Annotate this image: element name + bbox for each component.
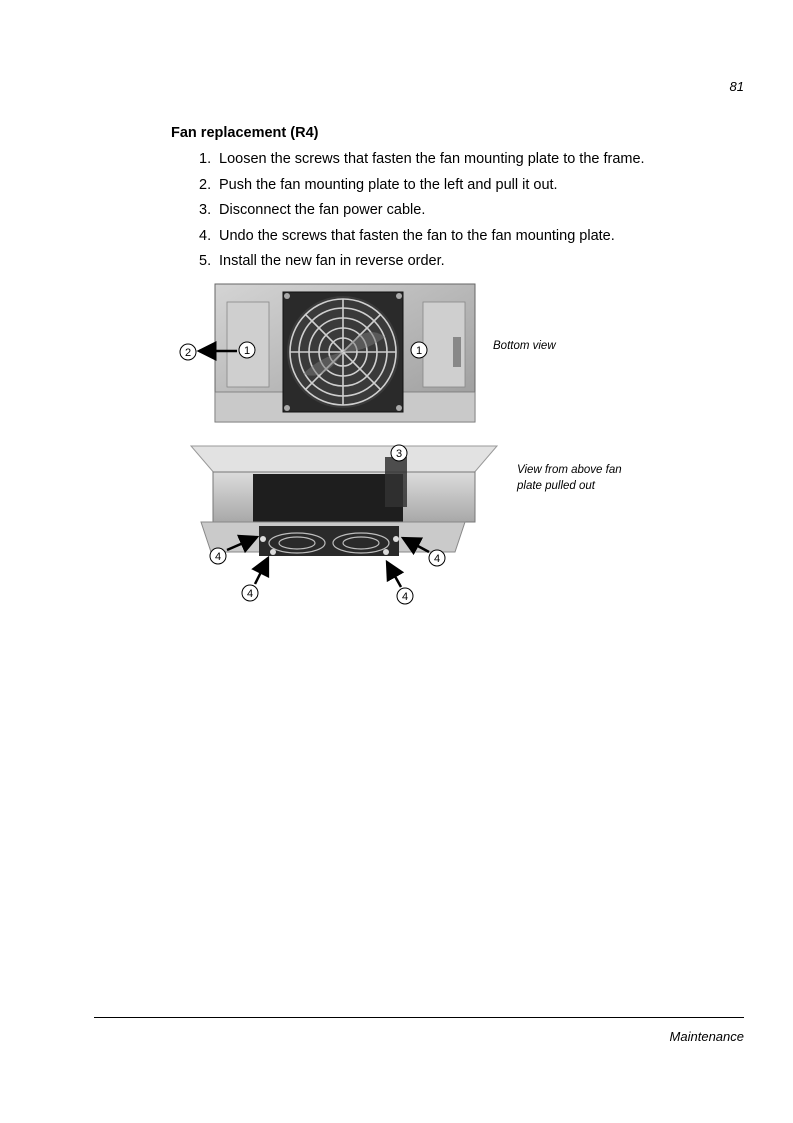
fan-replacement-figure <box>175 282 645 612</box>
callout-4-lower-left <box>242 585 258 601</box>
caption-view-above: View from above fan plate pulled out <box>517 464 622 492</box>
svg-text:2: 2 <box>184 347 192 359</box>
callout-4-upper-right <box>429 550 445 566</box>
page-number: 81 <box>729 79 744 94</box>
svg-text:1: 1 <box>415 345 423 357</box>
list-item <box>199 201 645 227</box>
step-text: Install the new fan in reverse order. <box>219 253 445 269</box>
list-item <box>199 227 645 253</box>
section-title: Fan replacement (R4) <box>171 125 319 141</box>
step-number: 2. <box>199 176 212 193</box>
step-number: 4. <box>199 227 212 244</box>
step-text: Undo the screws that fasten the fan to the fan mounting plate. <box>219 227 615 244</box>
arrow-4-lower-right <box>387 562 401 587</box>
list-item <box>199 176 645 202</box>
svg-text:4: 4 <box>401 591 409 603</box>
svg-text:4: 4 <box>214 551 222 563</box>
view-above-photo <box>191 446 497 556</box>
svg-text:1: 1 <box>243 345 251 357</box>
svg-text:4: 4 <box>433 553 441 565</box>
callout-4-lower-right <box>397 588 413 604</box>
callout-4-upper-left <box>210 548 226 564</box>
step-number: 1. <box>199 151 212 167</box>
list-item <box>199 252 645 278</box>
step-text: Loosen the screws that fasten the fan mounting plate to the frame. <box>219 151 645 167</box>
callout-1-right <box>411 342 427 358</box>
caption-bottom-view: Bottom view <box>493 340 556 352</box>
callout-1-left <box>239 342 255 358</box>
instruction-list <box>199 150 645 278</box>
callout-2 <box>180 344 196 360</box>
footer-divider <box>94 1017 744 1018</box>
svg-text:4: 4 <box>246 588 254 600</box>
step-text: Disconnect the fan power cable. <box>219 202 426 218</box>
step-number: 5. <box>199 253 212 269</box>
footer-section-name: Maintenance <box>669 1029 744 1044</box>
callout-3 <box>391 445 407 461</box>
step-number: 3. <box>199 202 212 218</box>
svg-text:3: 3 <box>395 448 403 460</box>
arrow-4-lower-left <box>255 558 268 584</box>
step-text: Push the fan mounting plate to the left and pull it out. <box>219 176 558 193</box>
list-item <box>199 150 645 176</box>
